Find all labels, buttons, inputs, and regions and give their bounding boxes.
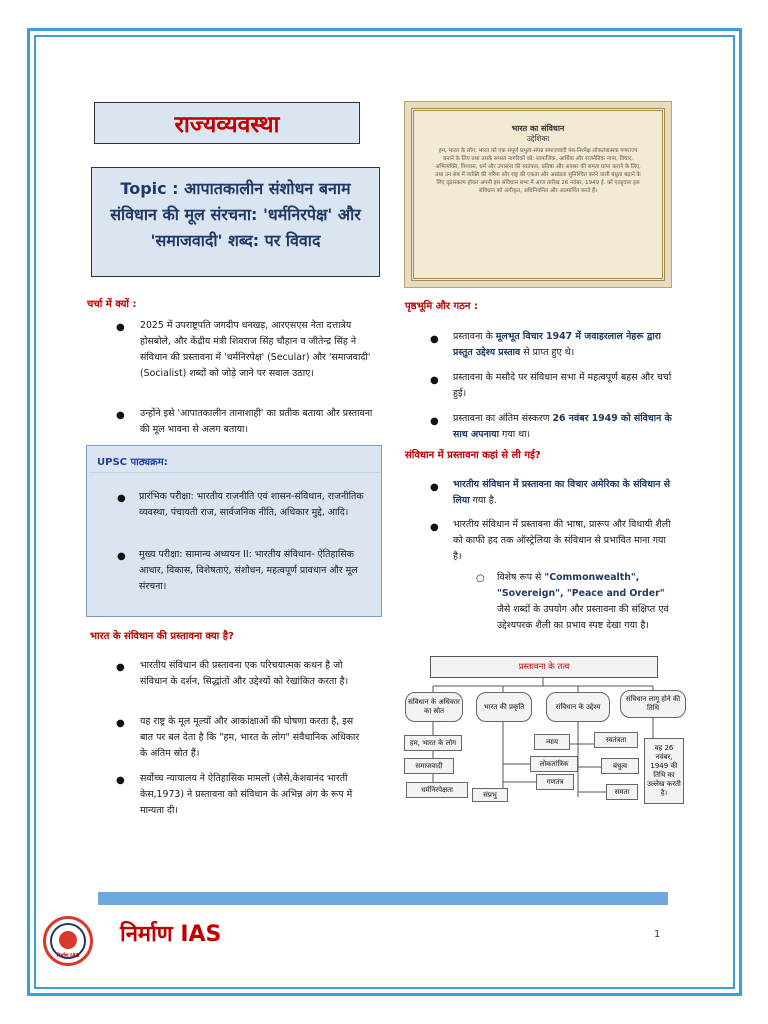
diagram-item-republic: गणतंत्र [536, 774, 574, 790]
bullet-icon: ● [116, 775, 125, 786]
preamble-elements-diagram [398, 652, 688, 818]
diagram-item-liberty: स्वतंत्रता [594, 732, 638, 748]
source-heading: संविधान में प्रस्तावना कहां से ली गई? [405, 450, 541, 461]
preamble-point-3: सर्वोच्च न्यायालय ने ऐतिहासिक मामलों (जैसे,केशवानंद भारती केस,1973) ने प्रस्तावना को संविधान के अभिन्न अंग के रूप में मान्यता दी। [140, 773, 353, 816]
syllabus-content [89, 472, 379, 614]
diagram-item-sovereign: संप्रभु [472, 788, 508, 802]
diagram-item-justice: न्याय [534, 734, 570, 750]
source-sub-point [497, 570, 675, 634]
subject-title-box [94, 102, 360, 144]
text-run: प्रस्तावना का अंतिम संस्करण [453, 413, 553, 424]
source-point-1 [453, 477, 675, 509]
diagram-item-equality: समता [606, 784, 638, 800]
topic-title: Topic : आपातकालीन संशोधन बनाम संविधान की मूल संरचना: 'धर्मनिरपेक्ष' और 'समाजवादी' शब्द: पर विवाद [110, 179, 361, 250]
diagram-item-secularism: धर्मनिरपेक्षता [406, 782, 468, 798]
bullet-icon: ● [430, 334, 439, 345]
preamble-point-1: भारतीय संविधान की प्रस्तावना एक परिचयात्मक कथन है जो संविधान के दर्शन, सिद्धांतों और उद्देश्यों को रेखांकित करता है। [140, 660, 349, 687]
logo-center [59, 931, 77, 949]
preamble-document-image [404, 101, 672, 288]
news-point-1: 2025 में उपराष्ट्रपति जगदीप धनखड़, आरएसएस नेता दत्तात्रेय होसबोले, और केंद्रीय मंत्री शिवराज सिंह चौहान व जीतेन्द्र सिंह ने संविधान की प्रस्तावना में 'धर्मनिरपेक्ष' (Secular) और 'समाजवादी' (Socialist) शब्दों को जोड़े जाने पर सवाल उठाए। [140, 320, 371, 379]
diagram-main-node: प्रस्तावना के तत्व [430, 656, 658, 678]
syllabus-box [86, 445, 382, 617]
diagram-item-we-the-people: हम, भारत के लोग [404, 735, 462, 751]
logo-text: निर्माण IAS [56, 953, 80, 959]
text-run: भारतीय संविधान में प्रस्तावना की भाषा, प्रारूप और विधायी शैली को काफी हद तक ऑस्ट्रेलिया के संविधान से प्रभावित माना गया है। [453, 519, 671, 562]
diagram-item-fraternity: बंधुत्व [601, 758, 639, 774]
text-run: प्रस्तावना के [453, 331, 496, 342]
text-run: विशेष रूप से [497, 572, 545, 583]
document-text: हम, भारत के लोग, भारत को एक संपूर्ण प्रभुत्व-संपन्न समाजवादी पंथ-निरपेक्ष लोकतंत्रात्मक गणराज्य बनाने के लिए तथा उसके समस्त नागरिकों को: सामाजिक, आर्थिक और राजनैतिक न्याय, विचार, अभिव्यक्ति, विश्वास, धर्म और उपासना की स्वतंत्रता, प्रतिष्ठा और अवसर की समता प्राप्त कराने के लिए, तथा उन सब में व्यक्ति की गरिमा और राष्ट्र की एकता और अखंडता सुनिश्चित करने वाली बंधुता बढ़ाने के लिए दृढ़संकल्प होकर अपनी इस संविधान सभा में आज तारीख 26 नवंबर, 1949 ई. को एतद्द्वारा इस संविधान को अंगीकृत, अधिनियमित और आत्मार्पित करते हैं। [435, 148, 641, 194]
bold-run: 26 नवंबर 1949 को संविधान के साथ अपनाया [453, 413, 672, 440]
page-number: 1 [654, 929, 661, 940]
syllabus-heading: UPSC पाठ्यक्रम: [97, 457, 168, 468]
bullet-icon: ● [116, 322, 125, 333]
bullet-icon: ● [430, 482, 439, 493]
background-point-1 [453, 329, 675, 361]
document-subtitle: उद्देशिका [526, 134, 550, 143]
diagram-branch-objectives: संविधान के उद्देश्य [546, 692, 610, 722]
diagram-item-date-note: वह 26 नवंबर, 1949 की तिथि का उल्लेख करती है। [644, 738, 684, 804]
bold-run: मूलभूत विचार 1947 में जवाहरलाल नेहरू द्वारा प्रस्तुत उद्देश्य प्रस्ताव [453, 331, 661, 358]
news-point-2: उन्होंने इसे 'आपातकालीन तानाशाही' का प्रतीक बताया और प्रस्तावना की मूल भावना से अलग बताया। [140, 408, 373, 435]
diagram-item-democratic: लोकतांत्रिक [530, 756, 578, 772]
bullet-icon: ● [116, 410, 125, 421]
text-run: प्रस्तावना के मसौदे पर संविधान सभा में महत्वपूर्ण बहस और चर्चा हुई। [453, 372, 672, 399]
bold-run: "Commonwealth", "Sovereign", "Peace and Order" [497, 572, 665, 599]
document-ornament-border [411, 108, 665, 281]
source-point-2 [453, 517, 675, 565]
topic-box [91, 167, 380, 277]
background-point-3 [453, 411, 675, 443]
diagram-branch-authority: संविधान के अधिकार का स्रोत [405, 692, 463, 722]
bullet-icon: ● [430, 416, 439, 427]
bullet-icon: ● [430, 522, 439, 533]
bullet-icon: ● [116, 718, 125, 729]
background-heading: पृष्ठभूमि और गठन : [405, 301, 478, 312]
brand-name: निर्माण IAS [120, 922, 222, 947]
subject-title: राज्यव्यवस्था [174, 112, 280, 138]
diagram-branch-nature: भारत की प्रकृति [476, 692, 532, 722]
diagram-item-socialist: समाजवादी [404, 758, 454, 774]
diagram-branch-date: संविधान लागू होने की तिथि [620, 690, 686, 718]
syllabus-point-2: मुख्य परीक्षा: सामान्य अध्ययन II: भारतीय संविधान- ऐतिहासिक आधार, विकास, विशेषताएं, संशोधन, महत्वपूर्ण प्रावधान और मूल संरचना। [139, 549, 358, 592]
sub-bullet-icon: ○ [476, 573, 485, 584]
text-run: से प्राप्त हुए थे। [520, 347, 575, 358]
text-run: गया था। [499, 429, 531, 440]
bullet-icon: ● [116, 662, 125, 673]
text-run: जैसे शब्दों के उपयोग और प्रस्तावना की संक्षिप्त एवं उद्देश्यपरक शैली का प्रभाव स्पष्ट देखा गया है। [497, 604, 669, 631]
bullet-icon: ● [430, 375, 439, 386]
background-point-2 [453, 370, 675, 402]
footer-bar [98, 892, 668, 905]
syllabus-point-1: प्रारंभिक परीक्षा: भारतीय राजनीति एवं शासन-संविधान, राजनीतिक व्यवस्था, पंचायती राज, सार्वजनिक नीति, अधिकार मुद्दे, आदि। [139, 491, 364, 518]
bullet-icon: ● [117, 551, 126, 562]
preamble-heading: भारत के संविधान की प्रस्तावना क्या है? [90, 631, 234, 642]
preamble-point-2: यह राष्ट्र के मूल मूल्यों और आकांक्षाओं की घोषणा करता है, इस बात पर बल देता है कि "हम, भारत के लोग" संवैधानिक अधिकार के अंतिम स्रोत हैं। [140, 716, 360, 759]
text-run: गया है. [469, 495, 497, 506]
bold-run: भारतीय संविधान में प्रस्तावना का विचार अमेरिका के संविधान से लिया [453, 479, 671, 506]
bullet-icon: ● [117, 493, 126, 504]
document-title: भारत का संविधान [511, 124, 565, 133]
news-heading: चर्चा में क्यों : [87, 299, 137, 310]
